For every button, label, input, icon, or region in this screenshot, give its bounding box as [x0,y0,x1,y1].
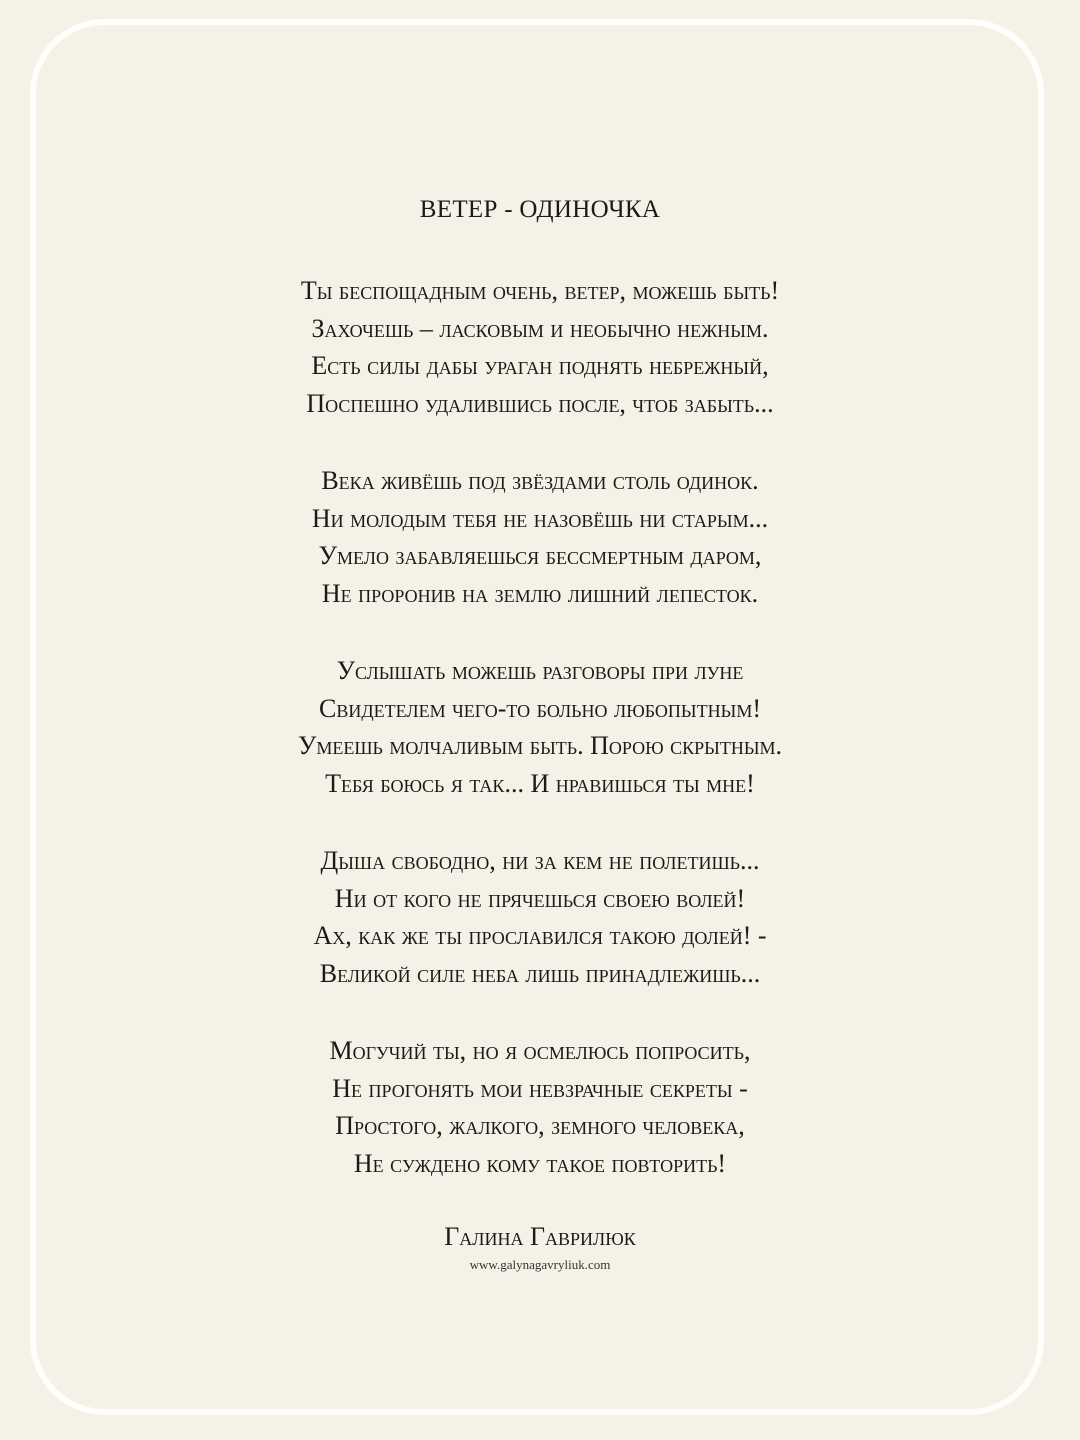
poem-line: Умеешь молчаливым быть. Порою скрытным. [297,731,783,760]
poem-line: Ах, как же ты прославился такою долей! - [313,921,767,950]
poem-line: Захочешь – ласковым и необычно нежным. [311,313,769,343]
stanza [0,842,1080,992]
poem-line: Есть силы дабы ураган поднять небрежный, [311,351,769,380]
stanza [0,652,1080,802]
poem-line: Великой силе неба лишь принадлежишь... [319,958,761,988]
poem-line: Не прогонять мои невзрачные секреты - [332,1073,748,1103]
poem-line: Услышать можешь разговоры при луне [336,656,744,685]
poem-line: Ни от кого не прячешься своею волей! [334,883,746,913]
stanza [0,1032,1080,1182]
poem-title: ВЕТЕР - ОДИНОЧКА [419,196,661,223]
poem-line: Могучий ты, но я осмелюсь попросить, [329,1036,751,1065]
poem-line: Века живёшь под звёздами столь одинок. [321,466,759,495]
author-name: Галина Гаврилюк [444,1222,636,1251]
poem-line: Простого, жалкого, земного человека, [335,1111,745,1140]
poem-line: Не проронив на землю лишний лепесток. [321,578,759,608]
poem-line: Тебя боюсь я так... И нравишься ты мне! [325,768,755,798]
poem-line: Умело забавляешься бессмертным даром, [318,541,762,570]
poem-line: Свидетелем чего-то больно любопытным! [319,693,761,723]
author-website: www.galynagavryliuk.com [469,1257,611,1272]
poem-line: Ты беспощадным очень, ветер, можешь быть! [300,276,780,305]
poem-line: Дыша свободно, ни за кем не полетишь... [320,846,760,875]
poem-line: Поспешно удалившись после, чтоб забыть... [306,388,774,418]
poem-body [0,272,1080,1222]
poem-line: Ни молодым тебя не назовёшь ни старым... [311,503,769,533]
stanza [0,462,1080,612]
stanza [0,272,1080,422]
poem-line: Не суждено кому такое повторить! [353,1148,727,1178]
